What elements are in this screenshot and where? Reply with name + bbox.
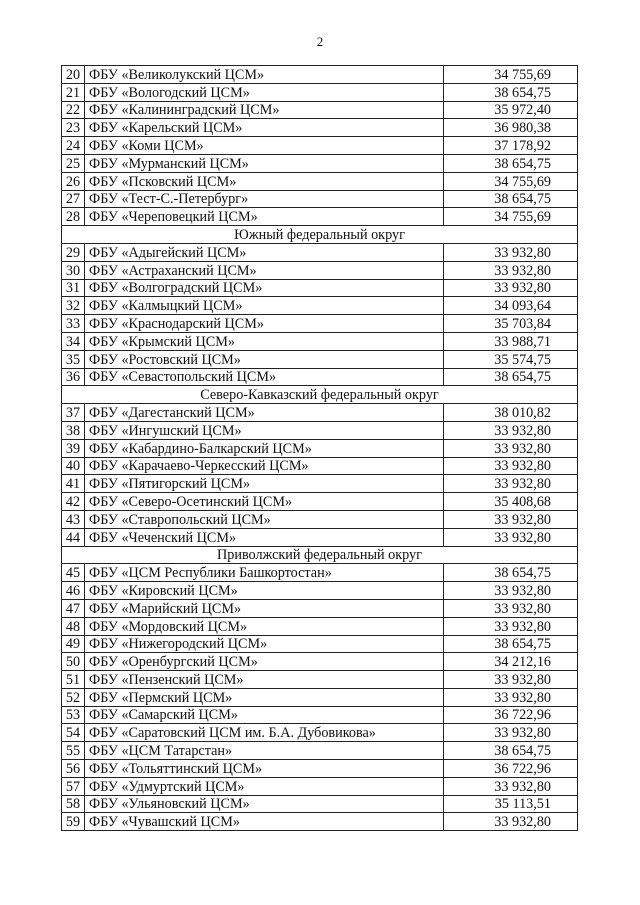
organization-name: ФБУ «Тест-С.-Петербург» (85, 190, 444, 208)
organization-name: ФБУ «Череповецкий ЦСМ» (85, 208, 444, 226)
price-value: 33 932,80 (444, 688, 578, 706)
organization-name: ФБУ «Великолукский ЦСМ» (85, 66, 444, 84)
row-number: 56 (62, 760, 85, 778)
row-number: 39 (62, 439, 85, 457)
price-value: 33 932,80 (444, 724, 578, 742)
price-value: 34 755,69 (444, 66, 578, 84)
table-row (62, 582, 578, 600)
district-title: Южный федеральный округ (62, 226, 578, 244)
price-value: 36 980,38 (444, 119, 578, 137)
row-number: 42 (62, 493, 85, 511)
organization-name: ФБУ «Севастопольский ЦСМ» (85, 368, 444, 386)
organization-name: ФБУ «Тольяттинский ЦСМ» (85, 760, 444, 778)
row-number: 54 (62, 724, 85, 742)
row-number: 46 (62, 582, 85, 600)
price-value: 36 722,96 (444, 706, 578, 724)
organization-name: ФБУ «Астраханский ЦСМ» (85, 261, 444, 279)
row-number: 34 (62, 332, 85, 350)
table-row (62, 208, 578, 226)
price-value: 33 932,80 (444, 279, 578, 297)
organization-name: ФБУ «Кабардино-Балкарский ЦСМ» (85, 439, 444, 457)
organization-name: ФБУ «Волгоградский ЦСМ» (85, 279, 444, 297)
price-value: 33 932,80 (444, 475, 578, 493)
row-number: 43 (62, 510, 85, 528)
organization-name: ФБУ «ЦСМ Республики Башкортостан» (85, 564, 444, 582)
row-number: 25 (62, 154, 85, 172)
price-value: 35 574,75 (444, 350, 578, 368)
table-row (62, 617, 578, 635)
row-number: 52 (62, 688, 85, 706)
section-header-row (62, 386, 578, 404)
row-number: 55 (62, 742, 85, 760)
organization-name: ФБУ «Северо-Осетинский ЦСМ» (85, 493, 444, 511)
price-value: 38 654,75 (444, 368, 578, 386)
price-value: 34 212,16 (444, 653, 578, 671)
district-title: Приволжский федеральный округ (62, 546, 578, 564)
price-value: 33 932,80 (444, 813, 578, 831)
organization-name: ФБУ «Вологодский ЦСМ» (85, 83, 444, 101)
organization-name: ФБУ «Коми ЦСМ» (85, 137, 444, 155)
table-row (62, 635, 578, 653)
table-row (62, 119, 578, 137)
organization-name: ФБУ «Калининградский ЦСМ» (85, 101, 444, 119)
table-row (62, 564, 578, 582)
table-row (62, 368, 578, 386)
price-value: 33 932,80 (444, 599, 578, 617)
table-row (62, 421, 578, 439)
table-row (62, 599, 578, 617)
organization-name: ФБУ «Марийский ЦСМ» (85, 599, 444, 617)
row-number: 30 (62, 261, 85, 279)
organization-name: ФБУ «Кировский ЦСМ» (85, 582, 444, 600)
price-value: 37 178,92 (444, 137, 578, 155)
price-value: 35 703,84 (444, 315, 578, 333)
price-value: 38 654,75 (444, 190, 578, 208)
table-row (62, 297, 578, 315)
row-number: 31 (62, 279, 85, 297)
row-number: 27 (62, 190, 85, 208)
price-value: 36 722,96 (444, 760, 578, 778)
organization-name: ФБУ «Чеченский ЦСМ» (85, 528, 444, 546)
organization-name: ФБУ «Псковский ЦСМ» (85, 172, 444, 190)
section-header-row (62, 226, 578, 244)
table-body (62, 66, 578, 831)
district-title: Северо-Кавказский федеральный округ (62, 386, 578, 404)
table-row (62, 510, 578, 528)
organization-name: ФБУ «Самарский ЦСМ» (85, 706, 444, 724)
organization-name: ФБУ «Карачаево-Черкесский ЦСМ» (85, 457, 444, 475)
table-row (62, 457, 578, 475)
row-number: 24 (62, 137, 85, 155)
table-row (62, 528, 578, 546)
price-value: 38 654,75 (444, 635, 578, 653)
organization-name: ФБУ «Оренбургский ЦСМ» (85, 653, 444, 671)
row-number: 50 (62, 653, 85, 671)
price-value: 33 932,80 (444, 617, 578, 635)
table-row (62, 724, 578, 742)
price-value: 34 093,64 (444, 297, 578, 315)
price-value: 38 654,75 (444, 154, 578, 172)
row-number: 20 (62, 66, 85, 84)
row-number: 33 (62, 315, 85, 333)
table-row (62, 243, 578, 261)
table-row (62, 760, 578, 778)
organization-name: ФБУ «Ставропольский ЦСМ» (85, 510, 444, 528)
price-value: 38 654,75 (444, 83, 578, 101)
price-value: 33 932,80 (444, 582, 578, 600)
organization-name: ФБУ «Крымский ЦСМ» (85, 332, 444, 350)
table-row (62, 813, 578, 831)
organization-name: ФБУ «Пензенский ЦСМ» (85, 671, 444, 689)
row-number: 32 (62, 297, 85, 315)
row-number: 38 (62, 421, 85, 439)
table-row (62, 101, 578, 119)
organization-name: ФБУ «Дагестанский ЦСМ» (85, 404, 444, 422)
row-number: 59 (62, 813, 85, 831)
organization-name: ФБУ «Удмуртский ЦСМ» (85, 777, 444, 795)
table-row (62, 404, 578, 422)
row-number: 49 (62, 635, 85, 653)
page-number: 2 (316, 34, 324, 49)
organization-name: ФБУ «Пятигорский ЦСМ» (85, 475, 444, 493)
organization-name: ФБУ «Мурманский ЦСМ» (85, 154, 444, 172)
organization-name: ФБУ «Пермский ЦСМ» (85, 688, 444, 706)
price-value: 33 932,80 (444, 439, 578, 457)
price-value: 33 988,71 (444, 332, 578, 350)
row-number: 40 (62, 457, 85, 475)
price-value: 33 932,80 (444, 671, 578, 689)
row-number: 51 (62, 671, 85, 689)
table-row (62, 66, 578, 84)
table-row (62, 475, 578, 493)
price-value: 38 654,75 (444, 742, 578, 760)
price-table (61, 65, 578, 831)
table-row (62, 493, 578, 511)
price-value: 35 113,51 (444, 795, 578, 813)
organization-name: ФБУ «Мордовский ЦСМ» (85, 617, 444, 635)
row-number: 44 (62, 528, 85, 546)
organization-name: ФБУ «Ростовский ЦСМ» (85, 350, 444, 368)
row-number: 45 (62, 564, 85, 582)
price-value: 33 932,80 (444, 421, 578, 439)
organization-name: ФБУ «Краснодарский ЦСМ» (85, 315, 444, 333)
table-row (62, 279, 578, 297)
row-number: 28 (62, 208, 85, 226)
table-row (62, 777, 578, 795)
row-number: 57 (62, 777, 85, 795)
table-row (62, 688, 578, 706)
organization-name: ФБУ «Карельский ЦСМ» (85, 119, 444, 137)
price-value: 33 932,80 (444, 261, 578, 279)
row-number: 23 (62, 119, 85, 137)
table-row (62, 154, 578, 172)
price-value: 35 972,40 (444, 101, 578, 119)
section-header-row (62, 546, 578, 564)
organization-name: ФБУ «ЦСМ Татарстан» (85, 742, 444, 760)
table-row (62, 83, 578, 101)
organization-name: ФБУ «Саратовский ЦСМ им. Б.А. Дубовикова» (85, 724, 444, 742)
row-number: 47 (62, 599, 85, 617)
row-number: 53 (62, 706, 85, 724)
row-number: 35 (62, 350, 85, 368)
price-value: 33 932,80 (444, 457, 578, 475)
row-number: 36 (62, 368, 85, 386)
table-row (62, 261, 578, 279)
table-row (62, 795, 578, 813)
table-row (62, 671, 578, 689)
organization-name: ФБУ «Калмыцкий ЦСМ» (85, 297, 444, 315)
price-value: 33 932,80 (444, 528, 578, 546)
row-number: 21 (62, 83, 85, 101)
price-value: 33 932,80 (444, 243, 578, 261)
table-row (62, 137, 578, 155)
row-number: 22 (62, 101, 85, 119)
table-row (62, 439, 578, 457)
organization-name: ФБУ «Адыгейский ЦСМ» (85, 243, 444, 261)
row-number: 58 (62, 795, 85, 813)
row-number: 26 (62, 172, 85, 190)
price-value: 35 408,68 (444, 493, 578, 511)
organization-name: ФБУ «Нижегородский ЦСМ» (85, 635, 444, 653)
row-number: 48 (62, 617, 85, 635)
table-row (62, 653, 578, 671)
price-value: 38 654,75 (444, 564, 578, 582)
organization-name: ФБУ «Ульяновский ЦСМ» (85, 795, 444, 813)
row-number: 37 (62, 404, 85, 422)
table-row (62, 172, 578, 190)
table-row (62, 706, 578, 724)
table-row (62, 190, 578, 208)
price-value: 34 755,69 (444, 172, 578, 190)
table-row (62, 350, 578, 368)
price-value: 38 010,82 (444, 404, 578, 422)
price-value: 33 932,80 (444, 510, 578, 528)
row-number: 41 (62, 475, 85, 493)
table-row (62, 332, 578, 350)
organization-name: ФБУ «Ингушский ЦСМ» (85, 421, 444, 439)
table-row (62, 315, 578, 333)
table-row (62, 742, 578, 760)
price-value: 34 755,69 (444, 208, 578, 226)
organization-name: ФБУ «Чувашский ЦСМ» (85, 813, 444, 831)
price-value: 33 932,80 (444, 777, 578, 795)
row-number: 29 (62, 243, 85, 261)
